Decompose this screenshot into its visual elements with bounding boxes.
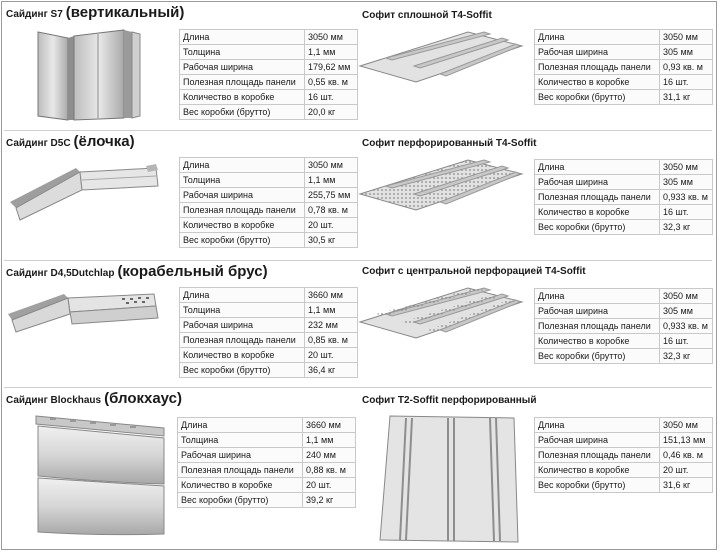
spec-row bbox=[535, 478, 713, 493]
spec-value: 0,933 кв. м bbox=[660, 319, 713, 334]
spec-table bbox=[179, 29, 358, 120]
vertical-siding-image bbox=[28, 28, 148, 124]
spec-label: Количество в коробке bbox=[535, 463, 660, 478]
spec-label: Длина bbox=[535, 160, 660, 175]
spec-row bbox=[180, 188, 358, 203]
spec-label: Рабочая ширина bbox=[180, 318, 305, 333]
product-title bbox=[6, 390, 182, 408]
spec-row bbox=[535, 205, 713, 220]
spec-value: 179,62 мм bbox=[305, 60, 358, 75]
spec-row bbox=[535, 90, 713, 105]
spec-row bbox=[180, 303, 358, 318]
spec-value: 305 мм bbox=[660, 175, 713, 190]
spec-label: Полезная площадь панели bbox=[180, 333, 305, 348]
product-type: (вертикальный) bbox=[65, 4, 185, 21]
spec-value: 3660 мм bbox=[303, 418, 356, 433]
spec-table bbox=[534, 29, 713, 105]
spec-value: 0,93 кв. м bbox=[660, 60, 713, 75]
spec-row bbox=[180, 288, 358, 303]
spec-label: Вес коробки (брутто) bbox=[535, 220, 660, 235]
spec-value: 0,85 кв. м bbox=[305, 333, 358, 348]
spec-row bbox=[535, 220, 713, 235]
product-title bbox=[6, 4, 184, 22]
product-type: (блокхаус) bbox=[104, 390, 182, 407]
product-name: Сайдинг D4,5Dutchlap bbox=[6, 268, 115, 279]
spec-value: 16 шт. bbox=[660, 205, 713, 220]
spec-row bbox=[180, 318, 358, 333]
spec-row bbox=[178, 433, 356, 448]
spec-label: Толщина bbox=[178, 433, 303, 448]
spec-label: Количество в коробке bbox=[178, 478, 303, 493]
product-type: (ёлочка) bbox=[73, 133, 135, 150]
spec-row bbox=[535, 433, 713, 448]
spec-value: 30,5 кг bbox=[305, 233, 358, 248]
product-name: Сайдинг D5C bbox=[6, 138, 71, 149]
spec-label: Толщина bbox=[180, 173, 305, 188]
center-perforated-soffit-image bbox=[356, 284, 526, 342]
spec-value: 20 шт. bbox=[660, 463, 713, 478]
spec-row bbox=[180, 75, 358, 90]
spec-value: 36,4 кг bbox=[305, 363, 358, 378]
spec-row bbox=[535, 45, 713, 60]
spec-table bbox=[179, 287, 358, 378]
spec-label: Рабочая ширина bbox=[535, 45, 660, 60]
product-name: Сайдинг Blockhaus bbox=[6, 395, 102, 406]
spec-row bbox=[180, 45, 358, 60]
spec-row bbox=[180, 233, 358, 248]
spec-row bbox=[535, 190, 713, 205]
spec-label: Длина bbox=[180, 158, 305, 173]
spec-label: Количество в коробке bbox=[180, 90, 305, 105]
spec-label: Вес коробки (брутто) bbox=[535, 349, 660, 364]
spec-row bbox=[535, 289, 713, 304]
product-title bbox=[6, 263, 268, 281]
product-title: Софит Т2-Soffit перфорированный bbox=[362, 395, 537, 406]
spec-row bbox=[535, 175, 713, 190]
perforated-soffit-image bbox=[356, 156, 526, 214]
spec-label: Полезная площадь панели bbox=[180, 203, 305, 218]
spec-value: 3050 мм bbox=[660, 289, 713, 304]
solid-soffit-image bbox=[356, 28, 526, 86]
spec-row bbox=[535, 349, 713, 364]
spec-row bbox=[535, 448, 713, 463]
spec-value: 16 шт. bbox=[660, 334, 713, 349]
spec-value: 0,88 кв. м bbox=[303, 463, 356, 478]
spec-label: Количество в коробке bbox=[180, 348, 305, 363]
spec-table bbox=[534, 288, 713, 364]
spec-value: 31,6 кг bbox=[660, 478, 713, 493]
spec-value: 3050 мм bbox=[660, 30, 713, 45]
spec-value: 1,1 мм bbox=[305, 45, 358, 60]
spec-label: Рабочая ширина bbox=[535, 433, 660, 448]
spec-row bbox=[535, 418, 713, 433]
spec-value: 3050 мм bbox=[660, 160, 713, 175]
spec-value: 32,3 кг bbox=[660, 349, 713, 364]
t2-soffit-image bbox=[376, 410, 526, 546]
spec-value: 16 шт. bbox=[660, 75, 713, 90]
product-title bbox=[6, 133, 135, 151]
spec-label: Длина bbox=[178, 418, 303, 433]
herringbone-siding-image bbox=[6, 160, 162, 222]
spec-label: Рабочая ширина bbox=[535, 304, 660, 319]
spec-label: Вес коробки (брутто) bbox=[180, 363, 305, 378]
spec-label: Длина bbox=[180, 288, 305, 303]
spec-row bbox=[535, 319, 713, 334]
spec-label: Полезная площадь панели bbox=[535, 60, 660, 75]
spec-label: Длина bbox=[535, 30, 660, 45]
spec-row bbox=[535, 304, 713, 319]
spec-value: 0,55 кв. м bbox=[305, 75, 358, 90]
product-title: Софит с центральной перфорацией Т4-Soffit bbox=[362, 266, 586, 277]
spec-value: 3050 мм bbox=[660, 418, 713, 433]
spec-value: 255,75 мм bbox=[305, 188, 358, 203]
spec-row bbox=[180, 333, 358, 348]
spec-label: Полезная площадь панели bbox=[535, 190, 660, 205]
spec-row bbox=[180, 218, 358, 233]
spec-value: 305 мм bbox=[660, 304, 713, 319]
spec-row bbox=[535, 75, 713, 90]
spec-value: 3050 мм bbox=[305, 30, 358, 45]
spec-label: Количество в коробке bbox=[535, 334, 660, 349]
spec-table bbox=[534, 159, 713, 235]
product-title: Софит перфорированный Т4-Soffit bbox=[362, 138, 537, 149]
spec-value: 20,0 кг bbox=[305, 105, 358, 120]
dutchlap-siding-image bbox=[4, 284, 166, 336]
spec-label: Рабочая ширина bbox=[178, 448, 303, 463]
spec-value: 3050 мм bbox=[305, 158, 358, 173]
spec-value: 31,1 кг bbox=[660, 90, 713, 105]
spec-label: Вес коробки (брутто) bbox=[178, 493, 303, 508]
spec-value: 0,78 кв. м bbox=[305, 203, 358, 218]
spec-value: 240 мм bbox=[303, 448, 356, 463]
row-divider bbox=[4, 130, 712, 131]
spec-table bbox=[179, 157, 358, 248]
spec-label: Вес коробки (брутто) bbox=[535, 90, 660, 105]
spec-label: Рабочая ширина bbox=[535, 175, 660, 190]
spec-label: Длина bbox=[535, 418, 660, 433]
spec-row bbox=[535, 463, 713, 478]
spec-value: 20 шт. bbox=[303, 478, 356, 493]
spec-row bbox=[178, 448, 356, 463]
spec-row bbox=[180, 203, 358, 218]
spec-table bbox=[534, 417, 713, 493]
spec-value: 39,2 кг bbox=[303, 493, 356, 508]
spec-row bbox=[535, 60, 713, 75]
spec-row bbox=[180, 105, 358, 120]
spec-value: 20 шт. bbox=[305, 218, 358, 233]
spec-label: Вес коробки (брутто) bbox=[180, 233, 305, 248]
spec-value: 0,46 кв. м bbox=[660, 448, 713, 463]
spec-label: Толщина bbox=[180, 303, 305, 318]
spec-value: 1,1 мм bbox=[305, 303, 358, 318]
spec-row bbox=[180, 90, 358, 105]
spec-label: Полезная площадь панели bbox=[535, 319, 660, 334]
spec-value: 232 мм bbox=[305, 318, 358, 333]
spec-row bbox=[178, 463, 356, 478]
spec-label: Вес коробки (брутто) bbox=[535, 478, 660, 493]
spec-label: Толщина bbox=[180, 45, 305, 60]
spec-row bbox=[180, 158, 358, 173]
spec-row bbox=[180, 60, 358, 75]
blockhaus-siding-image bbox=[30, 410, 170, 542]
row-divider bbox=[4, 260, 712, 261]
product-name: Сайдинг S7 bbox=[6, 9, 63, 20]
spec-row bbox=[180, 363, 358, 378]
spec-value: 32,3 кг bbox=[660, 220, 713, 235]
spec-table bbox=[177, 417, 356, 508]
spec-label: Полезная площадь панели bbox=[180, 75, 305, 90]
spec-value: 3660 мм bbox=[305, 288, 358, 303]
spec-row bbox=[180, 173, 358, 188]
product-type: (корабельный брус) bbox=[117, 263, 268, 280]
spec-value: 20 шт. bbox=[305, 348, 358, 363]
spec-row bbox=[535, 30, 713, 45]
spec-label: Полезная площадь панели bbox=[178, 463, 303, 478]
spec-row bbox=[535, 334, 713, 349]
spec-row bbox=[178, 418, 356, 433]
spec-label: Длина bbox=[535, 289, 660, 304]
row-divider bbox=[4, 387, 712, 388]
spec-value: 305 мм bbox=[660, 45, 713, 60]
spec-value: 1,1 мм bbox=[303, 433, 356, 448]
spec-row bbox=[180, 348, 358, 363]
spec-label: Рабочая ширина bbox=[180, 60, 305, 75]
spec-value: 151,13 мм bbox=[660, 433, 713, 448]
spec-label: Длина bbox=[180, 30, 305, 45]
spec-label: Количество в коробке bbox=[535, 205, 660, 220]
product-title: Софит сплошной Т4-Soffit bbox=[362, 10, 492, 21]
spec-row bbox=[180, 30, 358, 45]
spec-label: Количество в коробке bbox=[535, 75, 660, 90]
spec-row bbox=[535, 160, 713, 175]
spec-label: Количество в коробке bbox=[180, 218, 305, 233]
spec-label: Рабочая ширина bbox=[180, 188, 305, 203]
spec-label: Вес коробки (брутто) bbox=[180, 105, 305, 120]
spec-row bbox=[178, 478, 356, 493]
spec-value: 1,1 мм bbox=[305, 173, 358, 188]
spec-label: Полезная площадь панели bbox=[535, 448, 660, 463]
spec-row bbox=[178, 493, 356, 508]
spec-value: 0,933 кв. м bbox=[660, 190, 713, 205]
spec-value: 16 шт. bbox=[305, 90, 358, 105]
